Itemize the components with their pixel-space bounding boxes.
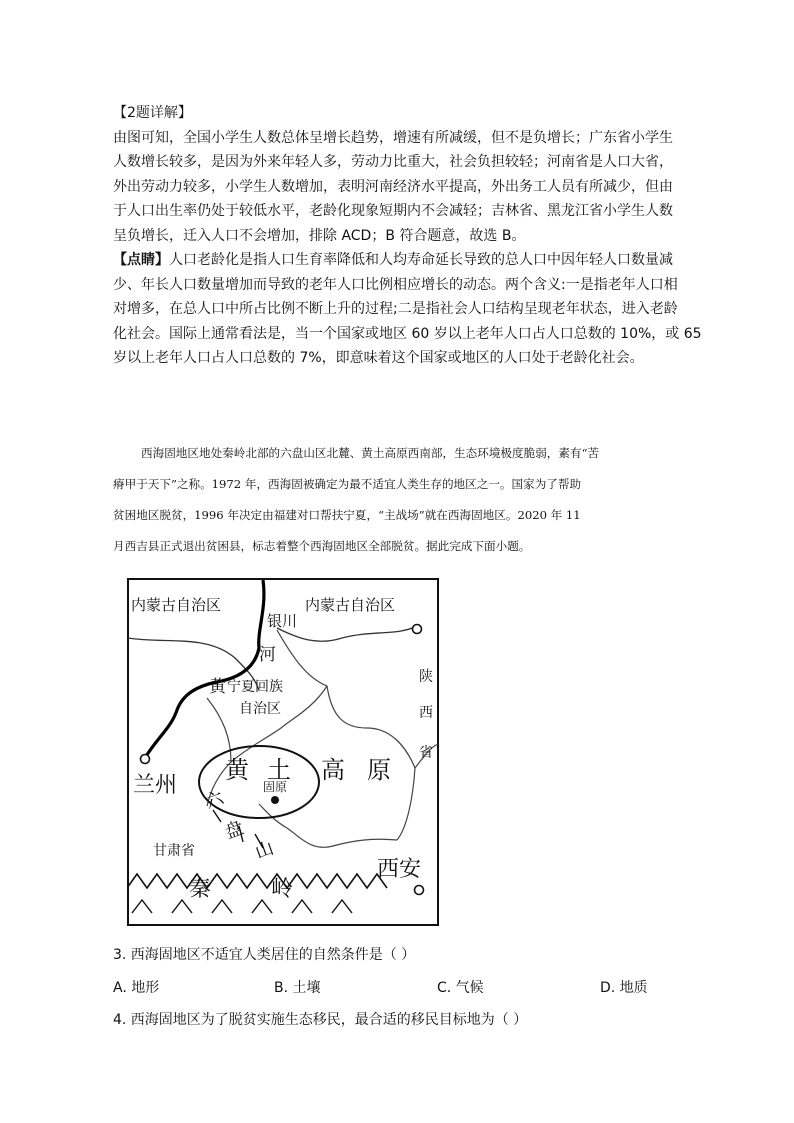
xihaigu-map: [127, 578, 439, 926]
note-line: 对增多，在总人口中所占比例不断上升的过程;二是指社会人口结构呈现老年状态，进入老龄: [113, 301, 678, 317]
liupan-label: 六: [202, 787, 227, 814]
passage-line: 月西吉县正式退出贫困县，标志着整个西海固地区全部脱贫。据此完成下面小题。: [113, 539, 531, 553]
note-section: [113, 248, 702, 371]
note-line: 化社会。国际上通常看法是，当一个国家或地区 60 岁以上老年人口占人口总数的 10%，或 65: [113, 325, 702, 342]
liupan-label: 盘: [222, 817, 247, 844]
option-d[interactable]: D. 地质: [600, 980, 648, 996]
explanation-line: 由图可知，全国小学生人数总体呈增长趋势，增速有所减缓，但不是负增长；广东省小学生: [113, 129, 673, 146]
loess-plateau-label: 高: [321, 756, 345, 784]
shaanxi-label: 陕: [419, 669, 433, 685]
inner-mongolia-label-left: 内蒙古自治区: [131, 596, 222, 614]
shaanxi-label: 省: [419, 745, 433, 761]
lanzhou-label: 兰州: [133, 773, 178, 798]
shaanxi-label: 西: [419, 705, 433, 721]
ningxia-label: 宁夏回族: [227, 679, 283, 695]
reading-passage: [113, 438, 679, 562]
note-line: 少、年长人口数量增加而导致的老年人口比例相应增长的动态。两个含义:一是指老年人口相: [113, 276, 678, 293]
city-marker: [413, 625, 422, 634]
option-a[interactable]: A. 地形: [113, 980, 160, 996]
question-3-stem: 3. 西海固地区不适宜人类居住的自然条件是（ ）: [113, 947, 416, 963]
ningxia-label: 自治区: [239, 701, 281, 717]
explanation-section: [113, 101, 679, 248]
section-heading: 【2题详解】: [113, 105, 192, 121]
explanation-line: 于人口出生率仍处于较低水平，老龄化现象短期内不会减轻；吉林省、黑龙江省小学生人数: [113, 203, 673, 219]
loess-plateau-label: 土: [267, 756, 291, 784]
guyuan-label: 固原: [263, 780, 288, 794]
loess-plateau-label: 黄: [225, 756, 249, 784]
passage-line: 瘠甲于天下”之称。1972 年，西海固被确定为最不适宜人类生存的地区之一。国家为了帮助: [113, 477, 582, 491]
note-line: 岁以上老年人口占人口总数的 7%，即意味着这个国家或地区的人口处于老龄化社会。: [113, 350, 644, 366]
river-label: 河: [259, 645, 276, 665]
inner-mongolia-label-right: 内蒙古自治区: [305, 596, 396, 614]
passage-line: 西海固地区地处秦岭北部的六盘山区北麓、黄土高原西南部，生态环境极度脆弱，素有“苦: [141, 446, 600, 460]
note-line: 【点睛】人口老龄化是指人口生育率降低和人均寿命延长导致的总人口中因年轻人口数量减: [113, 252, 673, 268]
explanation-line: 呈负增长，迁入人口不会增加，排除 ACD；B 符合题意，故选 B。: [113, 227, 526, 244]
yellow-label: 黄: [209, 677, 226, 697]
loess-plateau-label: 原: [367, 756, 391, 784]
xian-label: 西安: [377, 857, 422, 882]
note-label: 【点睛】: [113, 252, 169, 268]
passage-line: 贫困地区脱贫，1996 年决定由福建对口帮扶宁夏，“主战场”就在西海固地区。2020 年 11: [113, 508, 581, 522]
guyuan-city-marker: [271, 796, 279, 804]
qinling-label: 岭: [271, 877, 294, 902]
qinling-label: 秦: [189, 877, 212, 902]
question-4-stem: 4. 西海固地区为了脱贫实施生态移民，最合适的移民目标地为（ ）: [113, 1012, 528, 1028]
lanzhou-city-marker: [141, 755, 150, 764]
liupan-label: 山: [252, 837, 277, 864]
explanation-line: 人数增长较多，是因为外来年轻人多，劳动力比重大，社会负担较轻；河南省是人口大省，: [113, 154, 673, 170]
option-c[interactable]: C. 气候: [437, 980, 484, 996]
yinchuan-label: 银川: [267, 612, 298, 630]
option-b[interactable]: B. 土壤: [274, 980, 321, 996]
explanation-line: 外出劳动力较多，小学生人数增加，表明河南经济水平提高，外出务工人员有所减少，但由: [113, 178, 673, 195]
xian-city-marker: [415, 886, 424, 895]
gansu-label: 甘肃省: [153, 843, 195, 859]
